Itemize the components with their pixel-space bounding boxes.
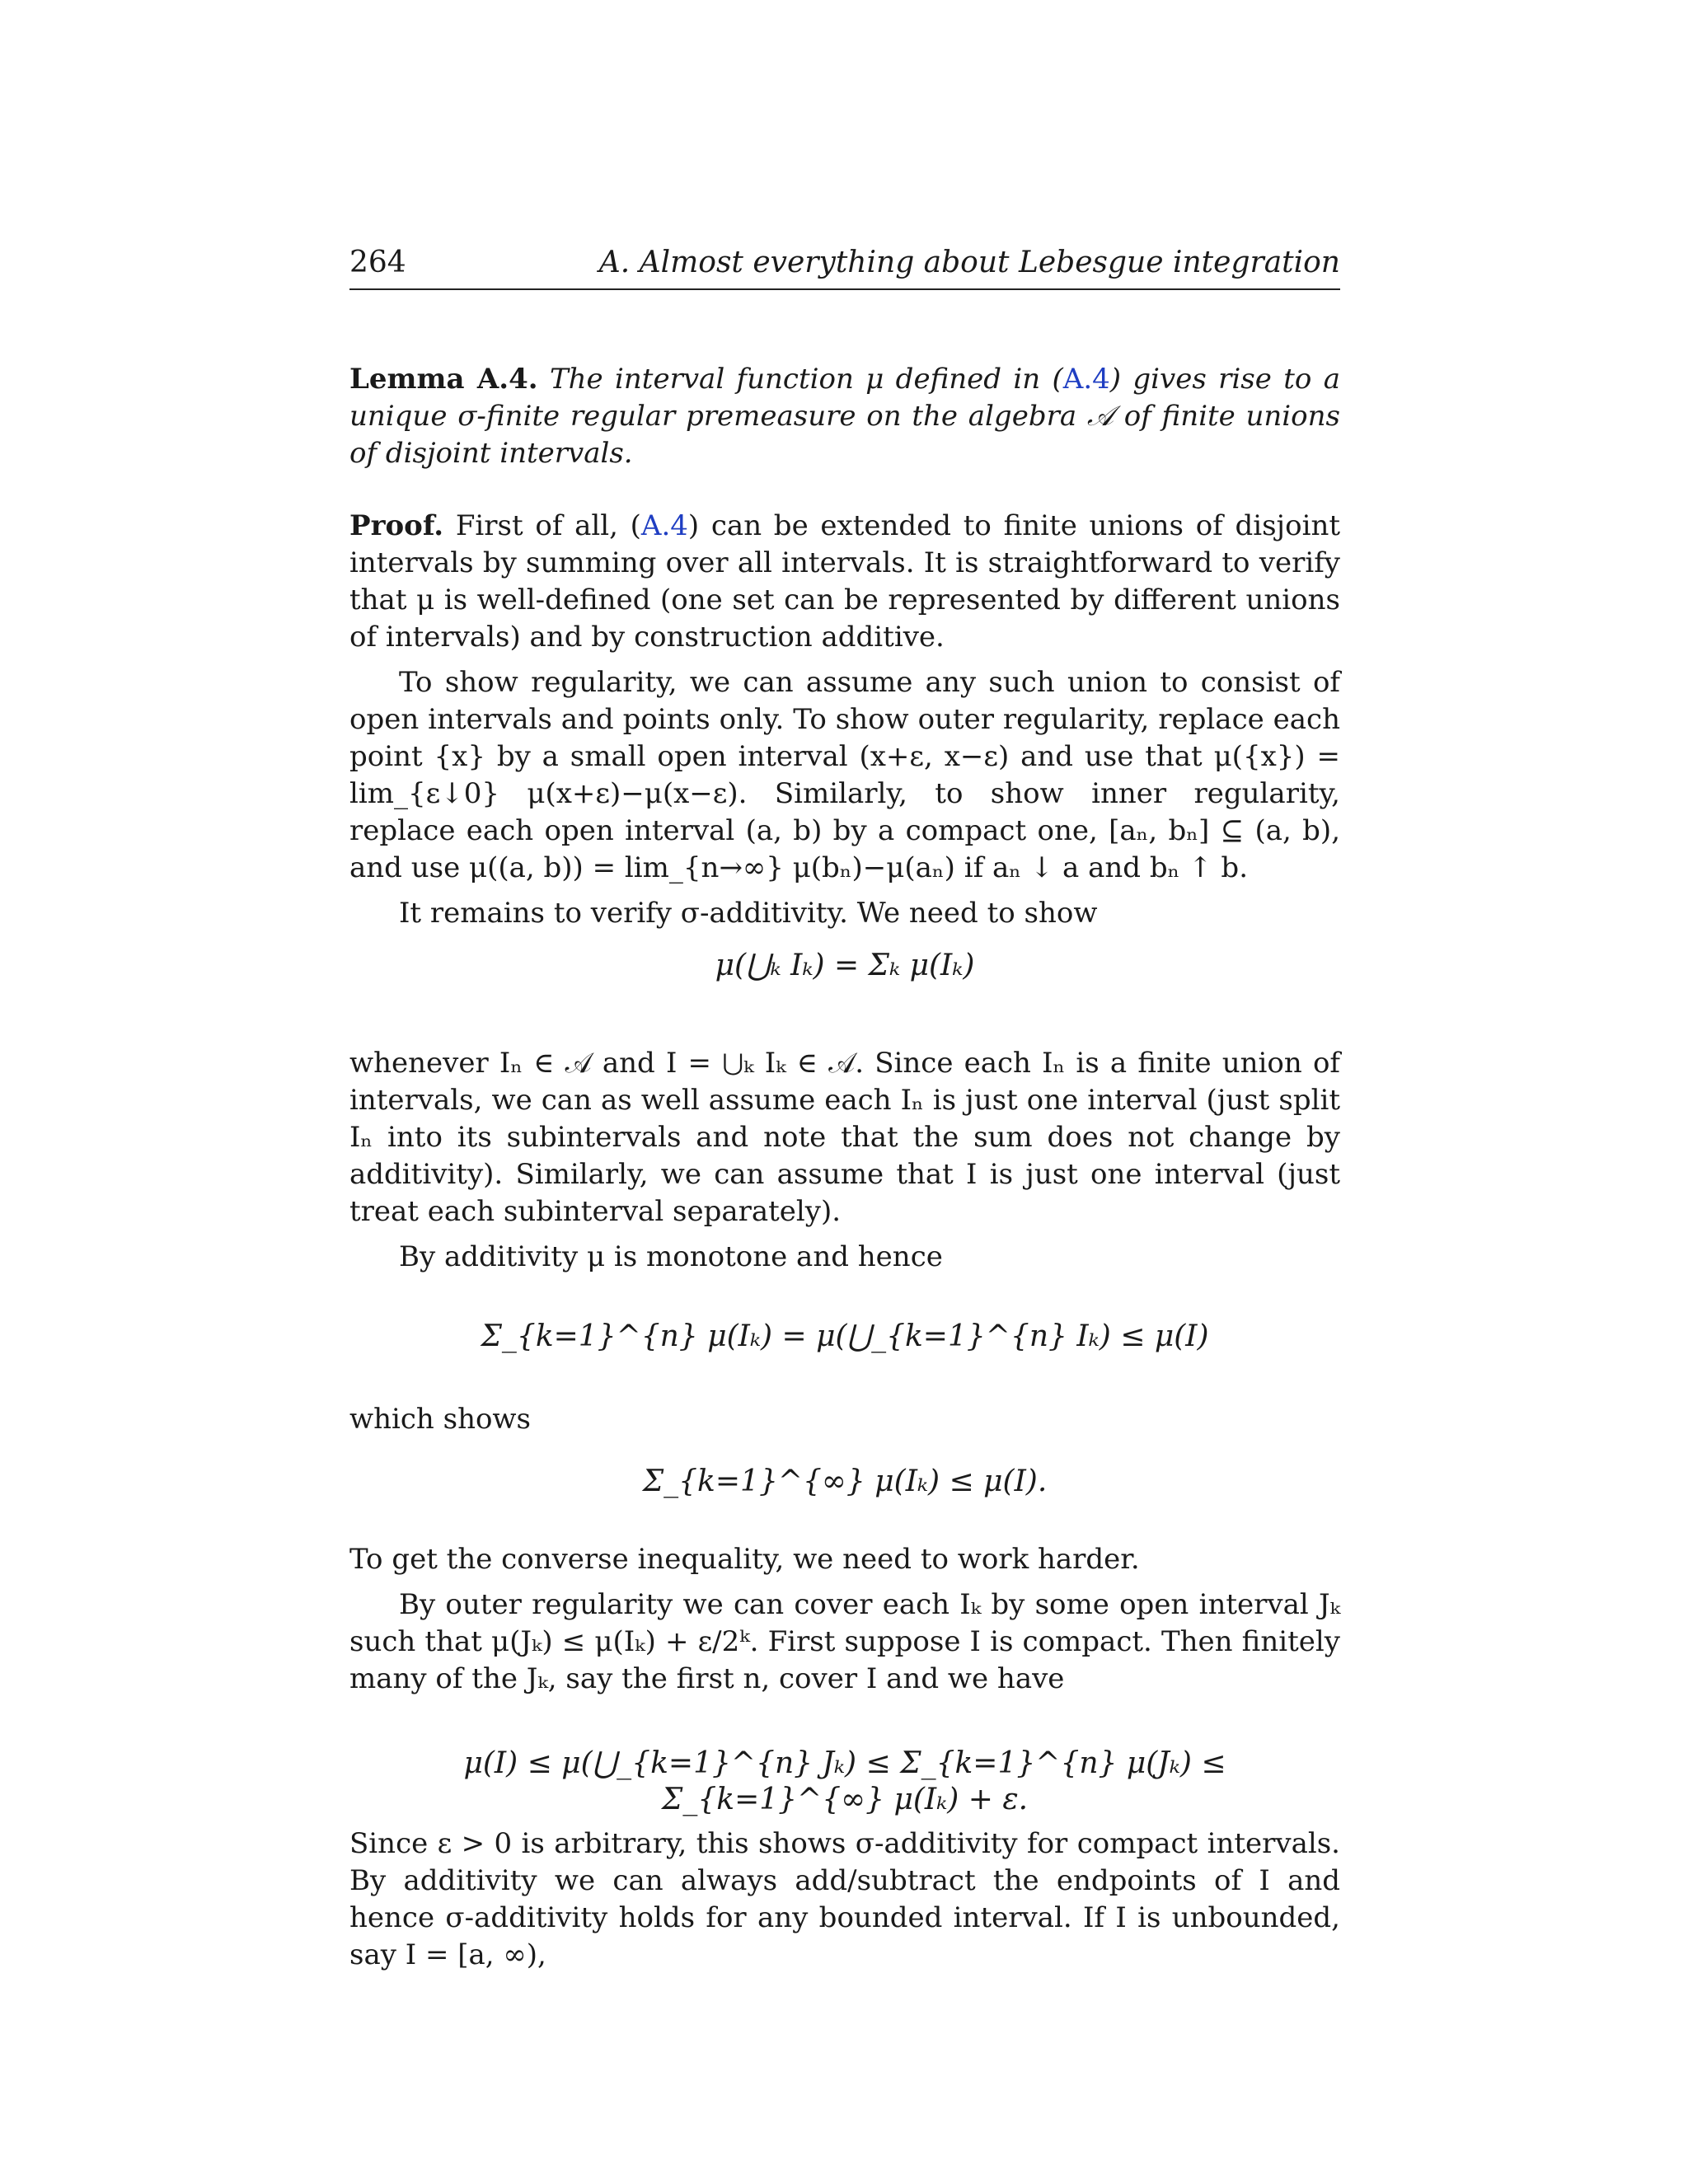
proof-paragraph-4: whenever Iₙ ∈ 𝒜 and I = ⋃ₖ Iₖ ∈ 𝒜. Since each Iₙ is a finite union of intervals, we can as well assume each Iₙ is just one interval (just split Iₙ into its subintervals and note that the sum does not change by additivity). Similarly, we can assume that I is just one interval (just treat each subinterval separately). [349,1047,1340,1228]
lemma-block [349,361,1340,472]
proof-p1-start: First of all, ( [455,509,641,542]
proof-equation-ref-link[interactable]: A.4 [640,509,688,542]
proof-paragraph-5: By additivity μ is monotone and hence [399,1240,943,1273]
proof-paragraph-8: By outer regularity we can cover each Iₖ by some open interval Jₖ such that μ(Jₖ) ≤ μ(Iₖ) + ε/2ᵏ. First suppose I is compact. Then finitely many of the Jₖ, say the first n, cover I and we have [349,1588,1340,1695]
proof-block-5 [349,1825,1340,1974]
proof-block-2 [349,1045,1340,1276]
proof-paragraph-3: It remains to verify σ-additivity. We need to show [399,897,1098,930]
proof-block-3 [349,1401,1340,1438]
proof-block [349,508,1340,932]
proof-label: Proof. [349,509,444,542]
lemma-label: Lemma A.4. [349,363,538,396]
proof-paragraph-6: which shows [349,1403,531,1436]
lemma-text-end: ) gives rise to a unique σ-finite regular premeasure on the algebra 𝒜 of finite unions of disjoint intervals. [349,363,1340,470]
proof-block-4 [349,1541,1340,1698]
proof-p1-end: ) can be extended to finite unions of disjoint intervals by summing over all intervals. It is straightforward to verify that μ is well-defined (one set can be represented by different unions of intervals) and by construction additive. [349,509,1341,654]
proof-paragraph-7: To get the converse inequality, we need to work harder. [349,1543,1140,1576]
page-header [349,244,1340,290]
proof-paragraph-2: To show regularity, we can assume any such union to consist of open intervals and points only. To show outer regularity, replace each point {x} by a small open interval (x+ε, x−ε) and use that μ({x}) = lim_{ε↓0} μ(x+ε)−μ(x−ε). Similarly, to show inner regularity, replace each open interval (a, b) by a compact one, [aₙ, bₙ] ⊆ (a, b), and use μ((a, b)) = lim_{n→∞} μ(bₙ)−μ(aₙ) if aₙ ↓ a and bₙ ↑ b. [349,666,1340,884]
proof-paragraph-9: Since ε > 0 is arbitrary, this shows σ-additivity for compact intervals. By additivity we can always add/subtract the endpoints of I and hence σ-additivity holds for any bounded interval. If I is unbounded, say I = [a, ∞), [349,1827,1340,1971]
equation-3: Σ_{k=1}^{∞} μ(Iₖ) ≤ μ(I). [642,1465,1048,1498]
proof-paragraph-1 [349,508,1340,656]
lemma-equation-ref-link[interactable]: A.4 [1062,363,1110,396]
page-number: 264 [349,246,406,279]
lemma-text-start: The interval function μ defined in ( [549,363,1063,396]
running-head: A. Almost everything about Lebesgue integration [598,246,1340,279]
equation-1: μ(⋃ₖ Iₖ) = Σₖ μ(Iₖ) [715,949,975,982]
equation-2: Σ_{k=1}^{n} μ(Iₖ) = μ(⋃_{k=1}^{n} Iₖ) ≤ μ(I) [481,1319,1209,1353]
lemma-statement [349,361,1340,472]
equation-4: μ(I) ≤ μ(⋃_{k=1}^{n} Jₖ) ≤ Σ_{k=1}^{n} μ(Jₖ) ≤ Σ_{k=1}^{∞} μ(Iₖ) + ε. [463,1746,1226,1816]
